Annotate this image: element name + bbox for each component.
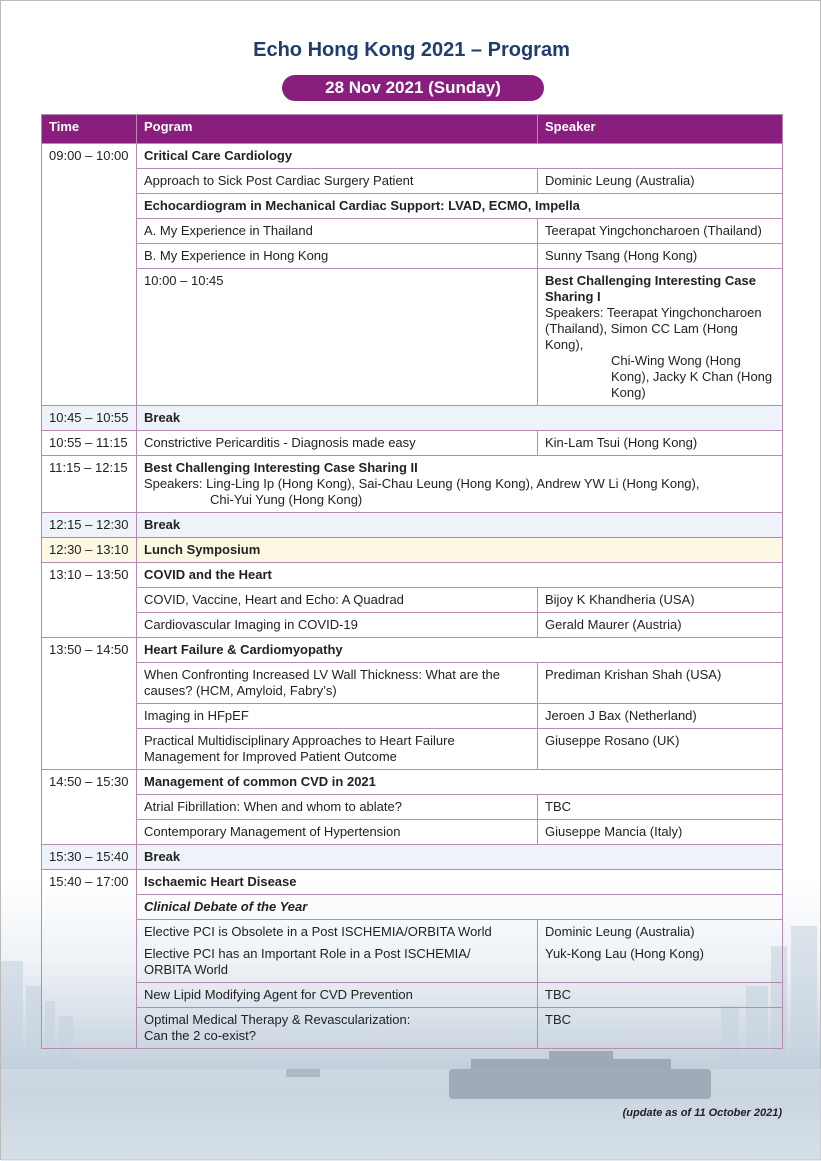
talk-speaker: TBC	[538, 1008, 783, 1049]
break-label: Break	[137, 513, 783, 538]
session-title: Best Challenging Interesting Case Sharing I	[545, 273, 756, 304]
session-title: Management of common CVD in 2021	[137, 770, 783, 795]
session-time: 10:45 – 10:55	[42, 406, 137, 431]
talk-speaker: Bijoy K Khandheria (USA)	[538, 588, 783, 613]
talk-title: A. My Experience in Thailand	[137, 219, 538, 244]
program-table	[41, 114, 783, 1049]
table-header-row	[42, 115, 783, 144]
debate-motions	[137, 920, 538, 983]
talk-title: Atrial Fibrillation: When and whom to ablate?	[137, 795, 538, 820]
header-speaker: Speaker	[538, 115, 783, 144]
talk-title: Approach to Sick Post Cardiac Surgery Patient	[137, 169, 538, 194]
table-row	[42, 770, 783, 795]
session-subtitle: Echocardiogram in Mechanical Cardiac Support: LVAD, ECMO, Impella	[137, 194, 783, 219]
session-time: 10:00 – 10:45	[137, 269, 538, 406]
talk-title	[137, 663, 538, 704]
lunch-row	[42, 538, 783, 563]
session-title: Heart Failure & Cardiomyopathy	[137, 638, 783, 663]
talk-title-line: causes? (HCM, Amyloid, Fabry’s)	[144, 683, 337, 698]
talk-title: New Lipid Modifying Agent for CVD Prevention	[137, 983, 538, 1008]
table-row	[42, 144, 783, 169]
session-time: 10:55 – 11:15	[42, 431, 137, 456]
table-row	[42, 729, 783, 770]
debate-title: Clinical Debate of the Year	[137, 895, 783, 920]
speakers-line: Speakers: Ling-Ling Ip (Hong Kong), Sai-Chau Leung (Hong Kong), Andrew YW Li (Hong Kong),	[144, 476, 700, 491]
talk-speaker: Teerapat Yingchoncharoen (Thailand)	[538, 219, 783, 244]
talk-speaker: Prediman Krishan Shah (USA)	[538, 663, 783, 704]
table-row	[42, 870, 783, 895]
talk-title	[137, 729, 538, 770]
table-row	[42, 244, 783, 269]
session-title: Ischaemic Heart Disease	[137, 870, 783, 895]
session-title: Critical Care Cardiology	[137, 144, 783, 169]
break-label: Break	[137, 845, 783, 870]
talk-speaker: Yuk-Kong Lau (Hong Kong)	[545, 946, 704, 961]
motion-line: Elective PCI has an Important Role in a Post ISCHEMIA/	[144, 946, 471, 961]
session-time: 13:10 – 13:50	[42, 563, 137, 638]
table-row	[42, 920, 783, 983]
talk-title: Contemporary Management of Hypertension	[137, 820, 538, 845]
case-sharing-cell	[538, 269, 783, 406]
talk-title-line: Can the 2 co-exist?	[144, 1028, 257, 1043]
table-row	[42, 269, 783, 406]
motion-line: ORBITA World	[144, 962, 229, 977]
talk-speaker: TBC	[538, 983, 783, 1008]
talk-speaker: Jeroen J Bax (Netherland)	[538, 704, 783, 729]
session-title: Best Challenging Interesting Case Sharing II	[144, 460, 418, 475]
talk-speaker: TBC	[538, 795, 783, 820]
table-row	[42, 704, 783, 729]
table-row	[42, 219, 783, 244]
talk-speaker: Giuseppe Mancia (Italy)	[538, 820, 783, 845]
talk-title-line: When Confronting Increased LV Wall Thickness: What are the	[144, 667, 500, 682]
talk-speaker: Gerald Maurer (Austria)	[538, 613, 783, 638]
break-row	[42, 513, 783, 538]
talk-title	[137, 1008, 538, 1049]
table-row	[42, 563, 783, 588]
break-row	[42, 406, 783, 431]
talk-speaker: Dominic Leung (Australia)	[545, 924, 695, 939]
update-note: (update as of 11 October 2021)	[622, 1107, 782, 1119]
break-label: Break	[137, 406, 783, 431]
debate-speakers	[538, 920, 783, 983]
table-row	[42, 456, 783, 513]
session-time: 15:40 – 17:00	[42, 870, 137, 1049]
session-time: 12:30 – 13:10	[42, 538, 137, 563]
session-time: 12:15 – 12:30	[42, 513, 137, 538]
talk-title: COVID, Vaccine, Heart and Echo: A Quadrad	[137, 588, 538, 613]
table-row	[42, 431, 783, 456]
talk-speaker: Kin-Lam Tsui (Hong Kong)	[538, 431, 783, 456]
session-title: COVID and the Heart	[137, 563, 783, 588]
table-row	[42, 588, 783, 613]
speakers-line: Speakers: Teerapat Yingchoncharoen (Thailand), Simon CC Lam (Hong Kong),	[545, 305, 762, 352]
talk-title: B. My Experience in Hong Kong	[137, 244, 538, 269]
speakers-line: Chi-Wing Wong (Hong Kong), Jacky K Chan (Hong Kong)	[611, 353, 773, 400]
page-title: Echo Hong Kong 2021 – Program	[253, 39, 570, 61]
header-time: Time	[42, 115, 137, 144]
speakers-line: Chi-Yui Yung (Hong Kong)	[210, 492, 363, 507]
table-row	[42, 820, 783, 845]
talk-title: Imaging in HFpEF	[137, 704, 538, 729]
table-row	[42, 895, 783, 920]
lunch-label: Lunch Symposium	[137, 538, 783, 563]
session-time: 11:15 – 12:15	[42, 456, 137, 513]
talk-title: Cardiovascular Imaging in COVID-19	[137, 613, 538, 638]
session-time: 14:50 – 15:30	[42, 770, 137, 845]
header-program: Pogram	[137, 115, 538, 144]
motion-line: Elective PCI is Obsolete in a Post ISCHEMIA/ORBITA World	[144, 924, 492, 939]
table-row	[42, 613, 783, 638]
table-row	[42, 194, 783, 219]
date-badge: 28 Nov 2021 (Sunday)	[282, 75, 544, 101]
talk-title-line: Practical Multidisciplinary Approaches to Heart Failure	[144, 733, 455, 748]
session-time: 13:50 – 14:50	[42, 638, 137, 770]
session-time: 09:00 – 10:00	[42, 144, 137, 406]
talk-speaker: Sunny Tsang (Hong Kong)	[538, 244, 783, 269]
talk-title: Constrictive Pericarditis - Diagnosis made easy	[137, 431, 538, 456]
talk-title-line: Optimal Medical Therapy & Revascularization:	[144, 1012, 411, 1027]
table-row	[42, 169, 783, 194]
talk-speaker: Dominic Leung (Australia)	[538, 169, 783, 194]
talk-speaker: Giuseppe Rosano (UK)	[538, 729, 783, 770]
talk-title-line: Management for Improved Patient Outcome	[144, 749, 397, 764]
table-row	[42, 795, 783, 820]
break-row	[42, 845, 783, 870]
session-time: 15:30 – 15:40	[42, 845, 137, 870]
table-row	[42, 663, 783, 704]
table-row	[42, 1008, 783, 1049]
table-row	[42, 983, 783, 1008]
case-sharing-cell	[137, 456, 783, 513]
table-row	[42, 638, 783, 663]
